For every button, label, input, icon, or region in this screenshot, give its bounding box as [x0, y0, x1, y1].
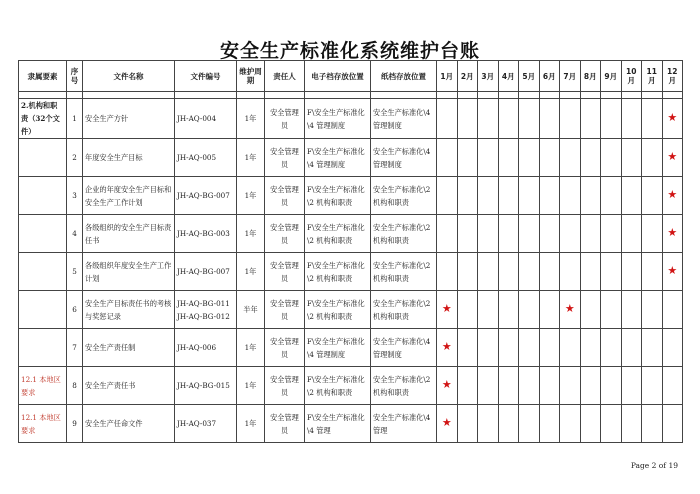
category-cell	[19, 215, 67, 253]
cycle-cell: 1年	[237, 367, 265, 405]
month-cell	[539, 329, 560, 367]
month-cell	[478, 405, 499, 443]
electronic-location-cell: F\安全生产标准化\4 管理制度	[305, 139, 371, 177]
star-icon: ★	[667, 150, 678, 163]
month-cell	[437, 139, 458, 177]
star-icon: ★	[441, 416, 452, 429]
month-cell	[560, 329, 581, 367]
month-cell	[580, 405, 601, 443]
month-cell	[580, 139, 601, 177]
ledger-body	[19, 99, 683, 443]
month-cell	[560, 253, 581, 291]
owner-cell: 安全管理员	[265, 291, 305, 329]
month-cell	[539, 139, 560, 177]
category-cell: 12.1 本地区要求	[19, 367, 67, 405]
header-file-name: 文件名称	[83, 61, 175, 92]
header-file-code: 文件编号	[175, 61, 237, 92]
month-cell	[519, 291, 540, 329]
file-name-cell: 安全生产责任书	[83, 367, 175, 405]
header-month: 4月	[498, 61, 519, 92]
month-cell	[498, 329, 519, 367]
month-cell	[662, 367, 683, 405]
month-cell	[621, 253, 642, 291]
header-row	[19, 61, 683, 92]
star-icon: ★	[441, 378, 452, 391]
header-month: 7月	[560, 61, 581, 92]
star-icon: ★	[667, 188, 678, 201]
month-cell	[642, 291, 663, 329]
owner-cell: 安全管理员	[265, 405, 305, 443]
owner-cell: 安全管理员	[265, 329, 305, 367]
month-cell	[560, 177, 581, 215]
month-cell	[621, 177, 642, 215]
header-month: 8月	[580, 61, 601, 92]
header-month: 12月	[662, 61, 683, 92]
month-cell	[519, 215, 540, 253]
month-cell	[478, 253, 499, 291]
file-code-cell: JH-AQ-006	[175, 329, 237, 367]
month-cell	[601, 367, 622, 405]
table-row	[19, 405, 683, 443]
month-cell	[478, 329, 499, 367]
month-cell	[662, 405, 683, 443]
month-cell	[642, 329, 663, 367]
file-name-cell: 安全生产目标责任书的考核与奖惩记录	[83, 291, 175, 329]
table-row	[19, 291, 683, 329]
month-cell	[642, 405, 663, 443]
electronic-location-cell: F\安全生产标准化\2 机构和职责	[305, 215, 371, 253]
category-cell: 2.机构和职责（32个文件）	[19, 99, 67, 139]
category-cell	[19, 329, 67, 367]
category-cell	[19, 253, 67, 291]
file-name-cell: 各级组织的安全生产目标责任书	[83, 215, 175, 253]
file-name-cell: 安全生产责任制	[83, 329, 175, 367]
month-cell	[601, 329, 622, 367]
paper-location-cell: 安全生产标准化\4 管理制度	[371, 99, 437, 139]
month-cell	[519, 367, 540, 405]
star-icon: ★	[667, 226, 678, 239]
seq-cell: 5	[67, 253, 83, 291]
paper-location-cell: 安全生产标准化\2 机构和职责	[371, 367, 437, 405]
month-cell	[478, 367, 499, 405]
paper-location-cell: 安全生产标准化\4 管理制度	[371, 329, 437, 367]
page-footer: Page 2 of 19	[630, 461, 678, 470]
table-row	[19, 99, 683, 139]
header-month: 6月	[539, 61, 560, 92]
month-cell	[560, 405, 581, 443]
month-cell	[498, 405, 519, 443]
month-cell	[519, 405, 540, 443]
month-cell	[519, 177, 540, 215]
table-row	[19, 329, 683, 367]
month-cell	[642, 215, 663, 253]
month-cell	[539, 405, 560, 443]
month-cell	[519, 99, 540, 139]
month-cell	[478, 177, 499, 215]
paper-location-cell: 安全生产标准化\2 机构和职责	[371, 253, 437, 291]
header-owner: 责任人	[265, 61, 305, 92]
month-cell	[478, 215, 499, 253]
seq-cell: 3	[67, 177, 83, 215]
month-cell	[437, 329, 458, 367]
cycle-cell: 半年	[237, 291, 265, 329]
month-cell	[601, 291, 622, 329]
month-cell	[601, 99, 622, 139]
file-code-cell: JH-AQ-004	[175, 99, 237, 139]
month-cell	[580, 99, 601, 139]
month-cell	[498, 215, 519, 253]
month-cell	[642, 177, 663, 215]
month-cell	[437, 405, 458, 443]
month-cell	[580, 253, 601, 291]
month-cell	[580, 367, 601, 405]
file-name-cell: 各级组织年度安全生产工作计划	[83, 253, 175, 291]
month-cell	[457, 291, 478, 329]
paper-location-cell: 安全生产标准化\4 管理	[371, 405, 437, 443]
month-cell	[662, 329, 683, 367]
month-cell	[621, 215, 642, 253]
month-cell	[437, 177, 458, 215]
star-icon: ★	[441, 340, 452, 353]
star-icon: ★	[667, 264, 678, 277]
month-cell	[621, 367, 642, 405]
category-cell: 12.1 本地区要求	[19, 405, 67, 443]
month-cell	[437, 99, 458, 139]
month-cell	[478, 99, 499, 139]
month-cell	[437, 367, 458, 405]
cycle-cell: 1年	[237, 99, 265, 139]
month-cell	[539, 291, 560, 329]
file-name-cell: 企业的年度安全生产目标和安全生产工作计划	[83, 177, 175, 215]
file-name-cell: 年度安全生产目标	[83, 139, 175, 177]
electronic-location-cell: F\安全生产标准化\2 机构和职责	[305, 253, 371, 291]
header-month: 3月	[478, 61, 499, 92]
paper-location-cell: 安全生产标准化\2 机构和职责	[371, 177, 437, 215]
star-icon: ★	[441, 302, 452, 315]
header-electronic-location: 电子档存放位置	[305, 61, 371, 92]
header-month: 2月	[457, 61, 478, 92]
month-cell	[519, 139, 540, 177]
cycle-cell: 1年	[237, 405, 265, 443]
month-cell	[539, 177, 560, 215]
month-cell	[662, 99, 683, 139]
seq-cell: 1	[67, 99, 83, 139]
category-cell	[19, 177, 67, 215]
seq-cell: 2	[67, 139, 83, 177]
file-code-cell: JH-AQ-BG-007	[175, 253, 237, 291]
category-cell	[19, 291, 67, 329]
file-code-cell: JH-AQ-005	[175, 139, 237, 177]
file-code-cell: JH-AQ-BG-007	[175, 177, 237, 215]
month-cell	[560, 215, 581, 253]
header-month: 11月	[642, 61, 663, 92]
star-icon: ★	[667, 111, 678, 124]
cycle-cell: 1年	[237, 177, 265, 215]
month-cell	[601, 139, 622, 177]
month-cell	[478, 139, 499, 177]
month-cell	[621, 139, 642, 177]
month-cell	[662, 291, 683, 329]
cycle-cell: 1年	[237, 253, 265, 291]
month-cell	[580, 215, 601, 253]
month-cell	[642, 99, 663, 139]
month-cell	[498, 367, 519, 405]
electronic-location-cell: F\安全生产标准化\4 管理制度	[305, 99, 371, 139]
electronic-location-cell: F\安全生产标准化\4 管理制度	[305, 329, 371, 367]
month-cell	[457, 329, 478, 367]
month-cell	[560, 139, 581, 177]
maintenance-ledger-table	[18, 60, 683, 443]
month-cell	[457, 177, 478, 215]
month-cell	[662, 139, 683, 177]
electronic-location-cell: F\安全生产标准化\2 机构和职责	[305, 367, 371, 405]
month-cell	[642, 139, 663, 177]
month-cell	[560, 367, 581, 405]
cycle-cell: 1年	[237, 139, 265, 177]
month-cell	[662, 253, 683, 291]
month-cell	[580, 291, 601, 329]
month-cell	[601, 253, 622, 291]
month-cell	[437, 215, 458, 253]
star-icon: ★	[564, 302, 575, 315]
header-seq: 序号	[67, 61, 83, 92]
category-cell	[19, 139, 67, 177]
month-cell	[519, 253, 540, 291]
paper-location-cell: 安全生产标准化\2 机构和职责	[371, 291, 437, 329]
month-cell	[601, 177, 622, 215]
month-cell	[498, 139, 519, 177]
month-cell	[539, 253, 560, 291]
month-cell	[519, 329, 540, 367]
electronic-location-cell: F\安全生产标准化\4 管理	[305, 405, 371, 443]
file-code-cell: JH-AQ-BG-011 JH-AQ-BG-012	[175, 291, 237, 329]
seq-cell: 9	[67, 405, 83, 443]
table-row	[19, 177, 683, 215]
table-row	[19, 139, 683, 177]
cycle-cell: 1年	[237, 215, 265, 253]
month-cell	[457, 139, 478, 177]
month-cell	[437, 253, 458, 291]
seq-cell: 6	[67, 291, 83, 329]
paper-location-cell: 安全生产标准化\4 管理制度	[371, 139, 437, 177]
month-cell	[662, 177, 683, 215]
header-month: 9月	[601, 61, 622, 92]
month-cell	[621, 291, 642, 329]
table-row	[19, 215, 683, 253]
month-cell	[498, 177, 519, 215]
month-cell	[601, 215, 622, 253]
header-category: 隶属要素	[19, 61, 67, 92]
electronic-location-cell: F\安全生产标准化\2 机构和职责	[305, 291, 371, 329]
month-cell	[498, 253, 519, 291]
month-cell	[642, 253, 663, 291]
file-name-cell: 安全生产方针	[83, 99, 175, 139]
month-cell	[498, 291, 519, 329]
seq-cell: 7	[67, 329, 83, 367]
owner-cell: 安全管理员	[265, 99, 305, 139]
header-paper-location: 纸档存放位置	[371, 61, 437, 92]
month-cell	[621, 405, 642, 443]
month-cell	[642, 367, 663, 405]
table-row	[19, 253, 683, 291]
file-name-cell: 安全生产任命文件	[83, 405, 175, 443]
file-code-cell: JH-AQ-BG-003	[175, 215, 237, 253]
month-cell	[437, 291, 458, 329]
owner-cell: 安全管理员	[265, 367, 305, 405]
paper-location-cell: 安全生产标准化\2 机构和职责	[371, 215, 437, 253]
header-month: 5月	[519, 61, 540, 92]
month-cell	[580, 177, 601, 215]
month-cell	[601, 405, 622, 443]
header-cycle: 维护周期	[237, 61, 265, 92]
month-cell	[457, 405, 478, 443]
month-cell	[580, 329, 601, 367]
month-cell	[457, 367, 478, 405]
month-cell	[560, 99, 581, 139]
table-row	[19, 367, 683, 405]
month-cell	[662, 215, 683, 253]
month-cell	[478, 291, 499, 329]
file-code-cell: JH-AQ-BG-015	[175, 367, 237, 405]
owner-cell: 安全管理员	[265, 177, 305, 215]
seq-cell: 8	[67, 367, 83, 405]
owner-cell: 安全管理员	[265, 139, 305, 177]
month-cell	[539, 99, 560, 139]
month-cell	[457, 215, 478, 253]
cycle-cell: 1年	[237, 329, 265, 367]
owner-cell: 安全管理员	[265, 253, 305, 291]
month-cell	[457, 253, 478, 291]
header-spacer-row	[19, 92, 683, 99]
month-cell	[621, 329, 642, 367]
header-month: 1月	[437, 61, 458, 92]
page-title: 安全生产标准化系统维护台账	[219, 40, 480, 62]
file-code-cell: JH-AQ-037	[175, 405, 237, 443]
month-cell	[621, 99, 642, 139]
month-cell	[539, 367, 560, 405]
month-cell	[457, 99, 478, 139]
electronic-location-cell: F\安全生产标准化\2 机构和职责	[305, 177, 371, 215]
owner-cell: 安全管理员	[265, 215, 305, 253]
month-cell	[539, 215, 560, 253]
header-month: 10月	[621, 61, 642, 92]
month-cell	[560, 291, 581, 329]
seq-cell: 4	[67, 215, 83, 253]
month-cell	[498, 99, 519, 139]
